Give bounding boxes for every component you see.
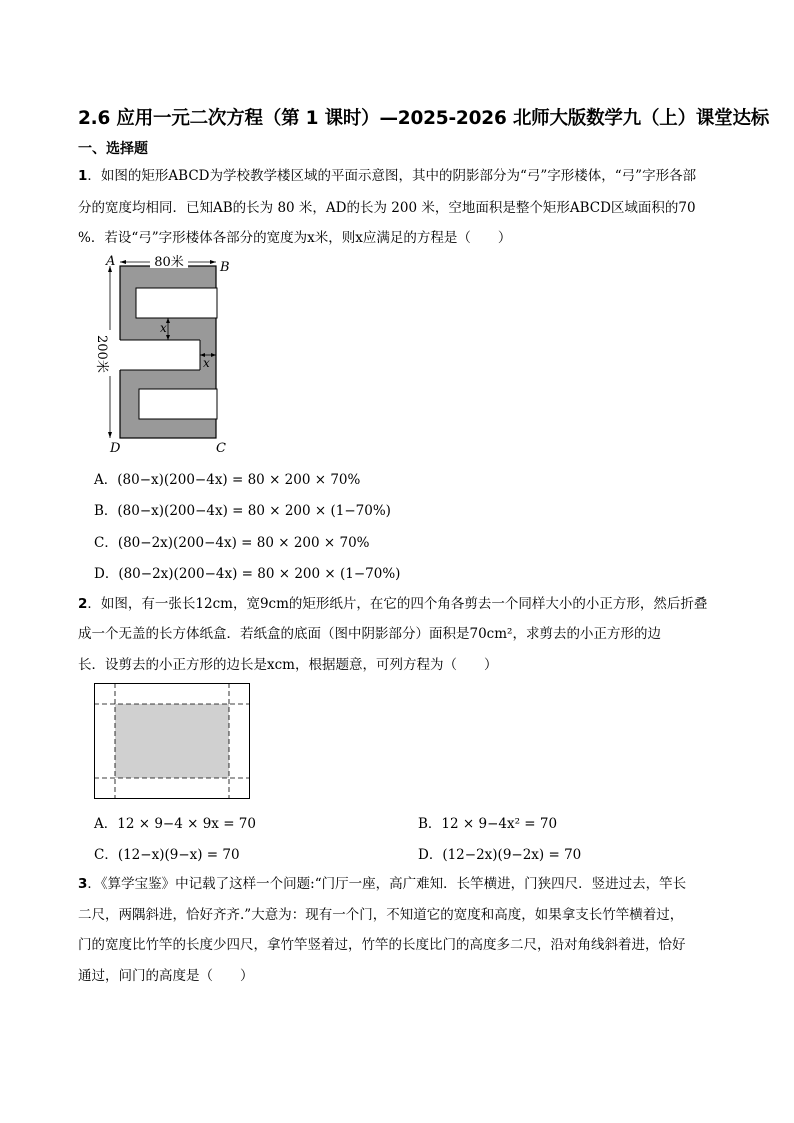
q1-label-A: A	[106, 254, 116, 269]
q2-shaded-base	[115, 704, 229, 778]
q1-option-a: A．(80−x)(200−4x) = 80 × 200 × 70%	[94, 472, 361, 488]
q2-line-3: 长．设剪去的小正方形的边长是xcm，根据题意，可列方程为（ ）	[78, 657, 498, 673]
q3-line-4: 通过，问门的高度是（ ）	[78, 968, 254, 984]
q2-option-c: C．(12−x)(9−x) = 70	[94, 847, 240, 863]
q1-label-B: B	[220, 260, 230, 275]
q2-figure	[94, 683, 252, 801]
q1-option-d: D．(80−2x)(200−4x) = 80 × 200 × (1−70%)	[94, 566, 401, 582]
q1-figure	[90, 252, 240, 457]
q2-option-b: B．12 × 9−4x² = 70	[418, 816, 558, 832]
section-heading: 一、选择题	[78, 141, 148, 157]
q2-line-2: 成一个无盖的长方体纸盒．若纸盒的底面（图中阴影部分）面积是70cm²，求剪去的小正方形的边	[78, 626, 661, 642]
q1-line-3: %．若设“弓”字形楼体各部分的宽度为x米，则x应满足的方程是（ ）	[78, 230, 512, 246]
q2-line-1: 2．如图，有一张长12cm，宽9cm的矩形纸片，在它的四个角各剪去一个同样大小的小正方形，然后折叠	[78, 596, 708, 612]
q1-line-2: 分的宽度均相同．已知AB的长为 80 米，AD的长为 200 米，空地面积是整个矩形ABCD区域面积的70	[78, 200, 696, 216]
q2-option-a: A．12 × 9−4 × 9x = 70	[94, 816, 256, 832]
q1-notch-bottom	[139, 389, 217, 419]
q1-number: 1	[78, 168, 88, 184]
q2-option-d: D．(12−2x)(9−2x) = 70	[418, 847, 582, 863]
q1-notch-top	[136, 288, 217, 318]
q1-line-1: 1．如图的矩形ABCD为学校教学楼区域的平面示意图，其中的阴影部分为“弓”字形楼体，“弓”字形各部	[78, 168, 697, 184]
page-title: 2.6 应用一元二次方程（第 1 课时）—2025-2026 北师大版数学九（上）课堂达标	[78, 108, 770, 129]
q1-dim-top: 80米	[154, 255, 184, 270]
q1-x-label-1: x	[160, 321, 167, 335]
q3-line-2: 二尺，两隅斜进，恰好齐齐.”大意为：现有一个门，不知道它的宽度和高度，如果拿支长竹竿横着过，	[78, 907, 684, 923]
q1-notch-middle	[119, 340, 200, 370]
q1-label-C: C	[216, 441, 226, 456]
q1-option-b: B．(80−x)(200−4x) = 80 × 200 × (1−70%)	[94, 503, 391, 519]
q3-line-3: 门的宽度比竹竿的长度少四尺，拿竹竿竖着过，竹竿的长度比门的高度多二尺，沿对角线斜着进，恰好	[78, 937, 686, 953]
q3-number: 3	[78, 876, 88, 892]
q1-x-label-2: x	[203, 356, 210, 370]
q1-label-D: D	[110, 441, 121, 456]
q1-option-c: C．(80−2x)(200−4x) = 80 × 200 × 70%	[94, 535, 370, 551]
q3-line-1: 3．《算学宝鉴》中记载了这样一个问题:“门厅一座，高广难知．长竿横进，门狭四尺．竖进过去，竿长	[78, 876, 687, 892]
q1-dim-left: 200米	[94, 335, 109, 373]
q2-number: 2	[78, 596, 88, 612]
